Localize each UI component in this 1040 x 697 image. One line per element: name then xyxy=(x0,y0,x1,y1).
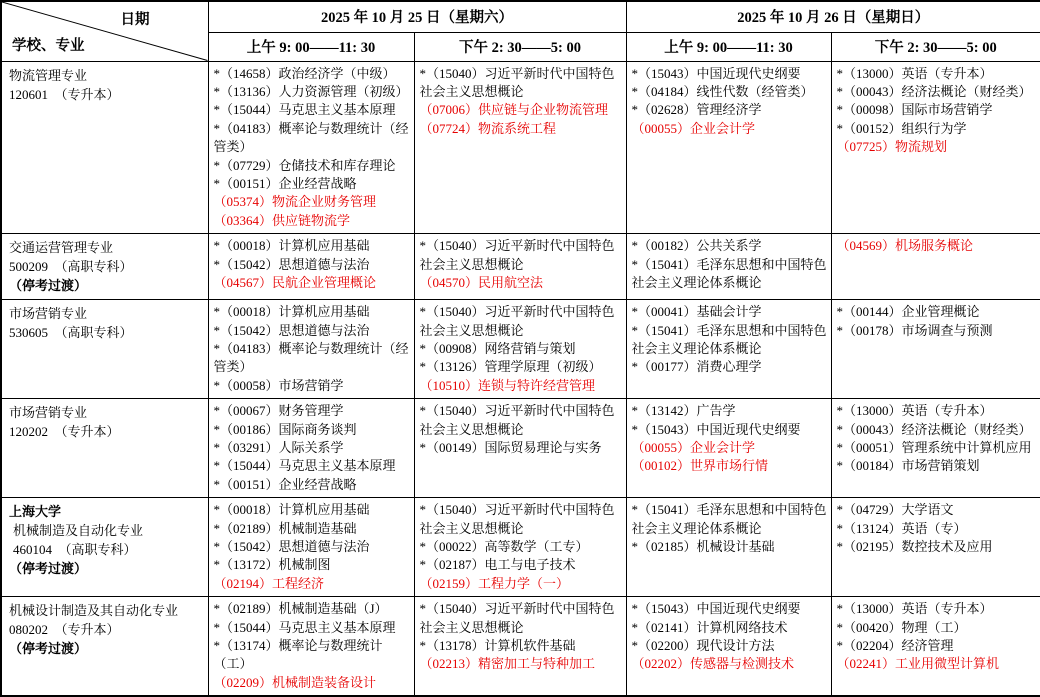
course-cell xyxy=(208,234,414,300)
school-line: 机械制造及自动化专业 xyxy=(13,523,144,539)
course-item: *（15044）马克思主义基本原理 xyxy=(213,458,396,474)
course-item: *（15040）习近平新时代中国特色社会主义思想概论 xyxy=(419,502,615,536)
course-item: （04570）民用航空法 xyxy=(419,274,544,290)
course-item: （02241）工业用微型计算机 xyxy=(836,656,1000,672)
course-item: *（15041）毛泽东思想和中国特色社会主义理论体系概论 xyxy=(631,256,827,290)
course-item: *（00908）网络营销与策划 xyxy=(419,340,576,356)
table-row xyxy=(1,498,1040,597)
course-item: （04567）民航企业管理概论 xyxy=(213,274,377,290)
course-item: *（00041）基础会计学 xyxy=(631,304,762,320)
school-line: 120202 （专升本） xyxy=(9,424,120,440)
course-item: *（00151）企业经营战略 xyxy=(213,476,357,492)
school-line: 市场营销专业 xyxy=(9,405,88,421)
course-item: *（04183）概率论与数理统计（经管类） xyxy=(213,340,409,375)
course-item: （00102）世界市场行情 xyxy=(631,458,769,474)
header-date-row xyxy=(1,1,1040,32)
course-item: *（07729）仓储技术和库存理论 xyxy=(213,157,396,173)
course-item: *（00178）市场调查与预测 xyxy=(836,322,993,338)
course-cell xyxy=(626,300,831,399)
course-item: （07725）物流规划 xyxy=(836,139,948,155)
course-item: *（02628）管理经济学 xyxy=(631,102,762,118)
course-item: *（13126）管理学原理（初级） xyxy=(419,359,602,375)
course-item: *（15040）习近平新时代中国特色社会主义思想概论 xyxy=(419,403,615,437)
course-item: *（00151）企业经营战略 xyxy=(213,175,357,191)
course-item: *（04184）线性代数（经管类） xyxy=(631,83,814,99)
school-line: 460104 （高职专科） xyxy=(13,542,137,558)
school-line: 上海大学 xyxy=(9,504,62,520)
course-item: *（00420）物理（工） xyxy=(836,619,967,635)
course-cell xyxy=(831,597,1040,697)
course-item: *（02141）计算机网络技术 xyxy=(631,619,788,635)
course-cell xyxy=(208,399,414,498)
course-item: *（02187）电工与电子技术 xyxy=(419,557,576,573)
course-item: *（00051）管理系统中计算机应用 xyxy=(836,440,1032,455)
school-major-cell xyxy=(1,300,208,399)
course-item: *（15041）毛泽东思想和中国特色社会主义理论体系概论 xyxy=(631,322,827,356)
course-item: *（00043）经济法概论（财经类） xyxy=(836,421,1032,437)
course-item: *（00022）高等数学（工专） xyxy=(419,539,589,555)
course-item: *（04183）概率论与数理统计（经管类） xyxy=(213,120,409,155)
school-axis-label: 学校、专业 xyxy=(12,37,85,54)
course-item: *（00182）公共关系学 xyxy=(631,238,762,254)
course-item: *（00177）消费心理学 xyxy=(631,359,762,375)
school-major-cell xyxy=(1,61,208,234)
course-cell xyxy=(414,234,626,300)
course-item: *（00184）市场营销策划 xyxy=(836,458,980,474)
course-item: *（15040）习近平新时代中国特色社会主义思想概论 xyxy=(419,238,615,272)
course-item: *（00144）企业管理概论 xyxy=(836,304,980,320)
course-item: （02159）工程力学（一） xyxy=(419,575,570,591)
course-item: *（15044）马克思主义基本原理 xyxy=(213,102,396,118)
course-item: （07724）物流系统工程 xyxy=(419,120,557,136)
school-line: 市场营销专业 xyxy=(9,306,88,322)
course-item: *（00186）国际商务谈判 xyxy=(213,421,357,437)
course-item: （05374）物流企业财务管理 xyxy=(213,194,377,210)
course-cell xyxy=(208,498,414,597)
course-item: *（15040）习近平新时代中国特色社会主义思想概论 xyxy=(419,304,615,338)
day2-header: 2025 年 10 月 26 日（星期日） xyxy=(626,1,1040,32)
date-axis-label: 日期 xyxy=(120,12,150,28)
course-cell xyxy=(626,61,831,234)
course-item: *（13136）人力资源管理（初级） xyxy=(213,83,409,99)
course-item: *（15042）思想道德与法治 xyxy=(213,539,370,555)
course-item: *（15040）习近平新时代中国特色社会主义思想概论 xyxy=(419,65,615,99)
day2-morning-session-header: 上午 9: 00——11: 30 xyxy=(626,32,831,61)
school-line: 120601 （专升本） xyxy=(9,86,120,102)
course-item: （00055）企业会计学 xyxy=(631,440,756,455)
school-major-cell xyxy=(1,234,208,300)
course-item: *（00067）财务管理学 xyxy=(213,403,344,419)
course-cell xyxy=(414,61,626,234)
course-item: *（15043）中国近现代史纲要 xyxy=(631,65,801,81)
course-cell xyxy=(414,300,626,399)
school-line: 080202 （专升本） xyxy=(9,622,120,638)
course-item: *（13174）概率论与数理统计（工） xyxy=(213,638,383,672)
course-item: *（13172）机械制图 xyxy=(213,557,331,573)
course-item: （04569）机场服务概论 xyxy=(836,238,974,254)
table-row xyxy=(1,597,1040,697)
school-line: （停考过渡） xyxy=(9,561,88,577)
course-cell xyxy=(626,498,831,597)
course-item: *（13000）英语（专升本） xyxy=(836,403,993,419)
course-cell xyxy=(626,399,831,498)
course-item: *（15040）习近平新时代中国特色社会主义思想概论 xyxy=(419,601,615,635)
course-item: *（02189）机械制造基础 xyxy=(213,520,357,536)
school-line: 交通运营管理专业 xyxy=(9,240,114,256)
course-item: （02194）工程经济 xyxy=(213,575,325,591)
course-item: *（02189）机械制造基础（J） xyxy=(213,601,388,617)
day1-header: 2025 年 10 月 25 日（星期六） xyxy=(208,1,626,32)
course-cell xyxy=(208,61,414,234)
table-row xyxy=(1,234,1040,300)
course-cell xyxy=(626,597,831,697)
course-item: *（00043）经济法概论（财经类） xyxy=(836,83,1032,99)
table-row xyxy=(1,61,1040,234)
course-item: *（00058）市场营销学 xyxy=(213,377,344,393)
course-item: *（00149）国际贸易理论与实务 xyxy=(419,440,602,455)
school-line: 530605 （高职专科） xyxy=(9,325,133,341)
course-cell xyxy=(414,597,626,697)
course-cell xyxy=(414,498,626,597)
course-item: *（00152）组织行为学 xyxy=(836,120,967,136)
school-major-cell xyxy=(1,597,208,697)
course-cell xyxy=(626,234,831,300)
course-item: *（02185）机械设计基础 xyxy=(631,539,775,555)
school-line: （停考过渡） xyxy=(9,278,88,294)
course-item: *（04729）大学语文 xyxy=(836,502,954,518)
course-item: *（03291）人际关系学 xyxy=(213,440,344,455)
school-line: 500209 （高职专科） xyxy=(9,259,133,275)
course-cell xyxy=(831,300,1040,399)
schedule-body xyxy=(1,1,1040,696)
school-line: 物流管理专业 xyxy=(9,67,88,83)
course-item: *（14658）政治经济学（中级） xyxy=(213,65,396,81)
course-item: *（15044）马克思主义基本原理 xyxy=(213,619,396,635)
course-item: （03364）供应链物流学 xyxy=(213,212,351,228)
table-row xyxy=(1,300,1040,399)
day1-afternoon-session-header: 下午 2: 30——5: 00 xyxy=(414,32,626,61)
course-item: *（15042）思想道德与法治 xyxy=(213,322,370,338)
course-cell xyxy=(208,597,414,697)
course-item: *（13000）英语（专升本） xyxy=(836,601,993,617)
course-cell xyxy=(208,300,414,399)
day2-afternoon-session-header: 下午 2: 30——5: 00 xyxy=(831,32,1040,61)
corner-cell xyxy=(1,1,208,61)
school-major-cell xyxy=(1,498,208,597)
course-item: （10510）连锁与特许经营管理 xyxy=(419,377,596,393)
course-item: （02213）精密加工与特种加工 xyxy=(419,656,596,672)
course-cell xyxy=(414,399,626,498)
course-item: *（13142）广告学 xyxy=(631,403,736,419)
day1-morning-session-header: 上午 9: 00——11: 30 xyxy=(208,32,414,61)
course-item: （00055）企业会计学 xyxy=(631,120,756,136)
course-item: *（15043）中国近现代史纲要 xyxy=(631,421,801,437)
course-item: *（00018）计算机应用基础 xyxy=(213,304,370,320)
school-line: （停考过渡） xyxy=(9,641,88,657)
course-item: *（15043）中国近现代史纲要 xyxy=(631,601,801,617)
course-item: *（02195）数控技术及应用 xyxy=(836,539,993,555)
course-item: *（00098）国际市场营销学 xyxy=(836,102,993,118)
course-item: *（13124）英语（专） xyxy=(836,520,967,536)
course-item: *（13000）英语（专升本） xyxy=(836,65,993,81)
course-item: *（00018）计算机应用基础 xyxy=(213,502,370,518)
course-item: *（02200）现代设计方法 xyxy=(631,638,775,654)
course-cell xyxy=(831,399,1040,498)
course-item: *（15042）思想道德与法治 xyxy=(213,256,370,272)
course-item: *（13178）计算机软件基础 xyxy=(419,638,576,654)
school-line: 机械设计制造及其自动化专业 xyxy=(9,603,179,619)
course-item: *（15041）毛泽东思想和中国特色社会主义理论体系概论 xyxy=(631,502,827,536)
course-item: （02202）传感器与检测技术 xyxy=(631,656,795,672)
course-item: （02209）机械制造装备设计 xyxy=(213,674,377,690)
course-cell xyxy=(831,498,1040,597)
course-cell xyxy=(831,234,1040,300)
course-item: *（02204）经济管理 xyxy=(836,638,954,654)
course-item: *（00018）计算机应用基础 xyxy=(213,238,370,254)
course-item: （07006）供应链与企业物流管理 xyxy=(419,102,609,118)
table-row xyxy=(1,399,1040,498)
course-cell xyxy=(831,61,1040,234)
school-major-cell xyxy=(1,399,208,498)
